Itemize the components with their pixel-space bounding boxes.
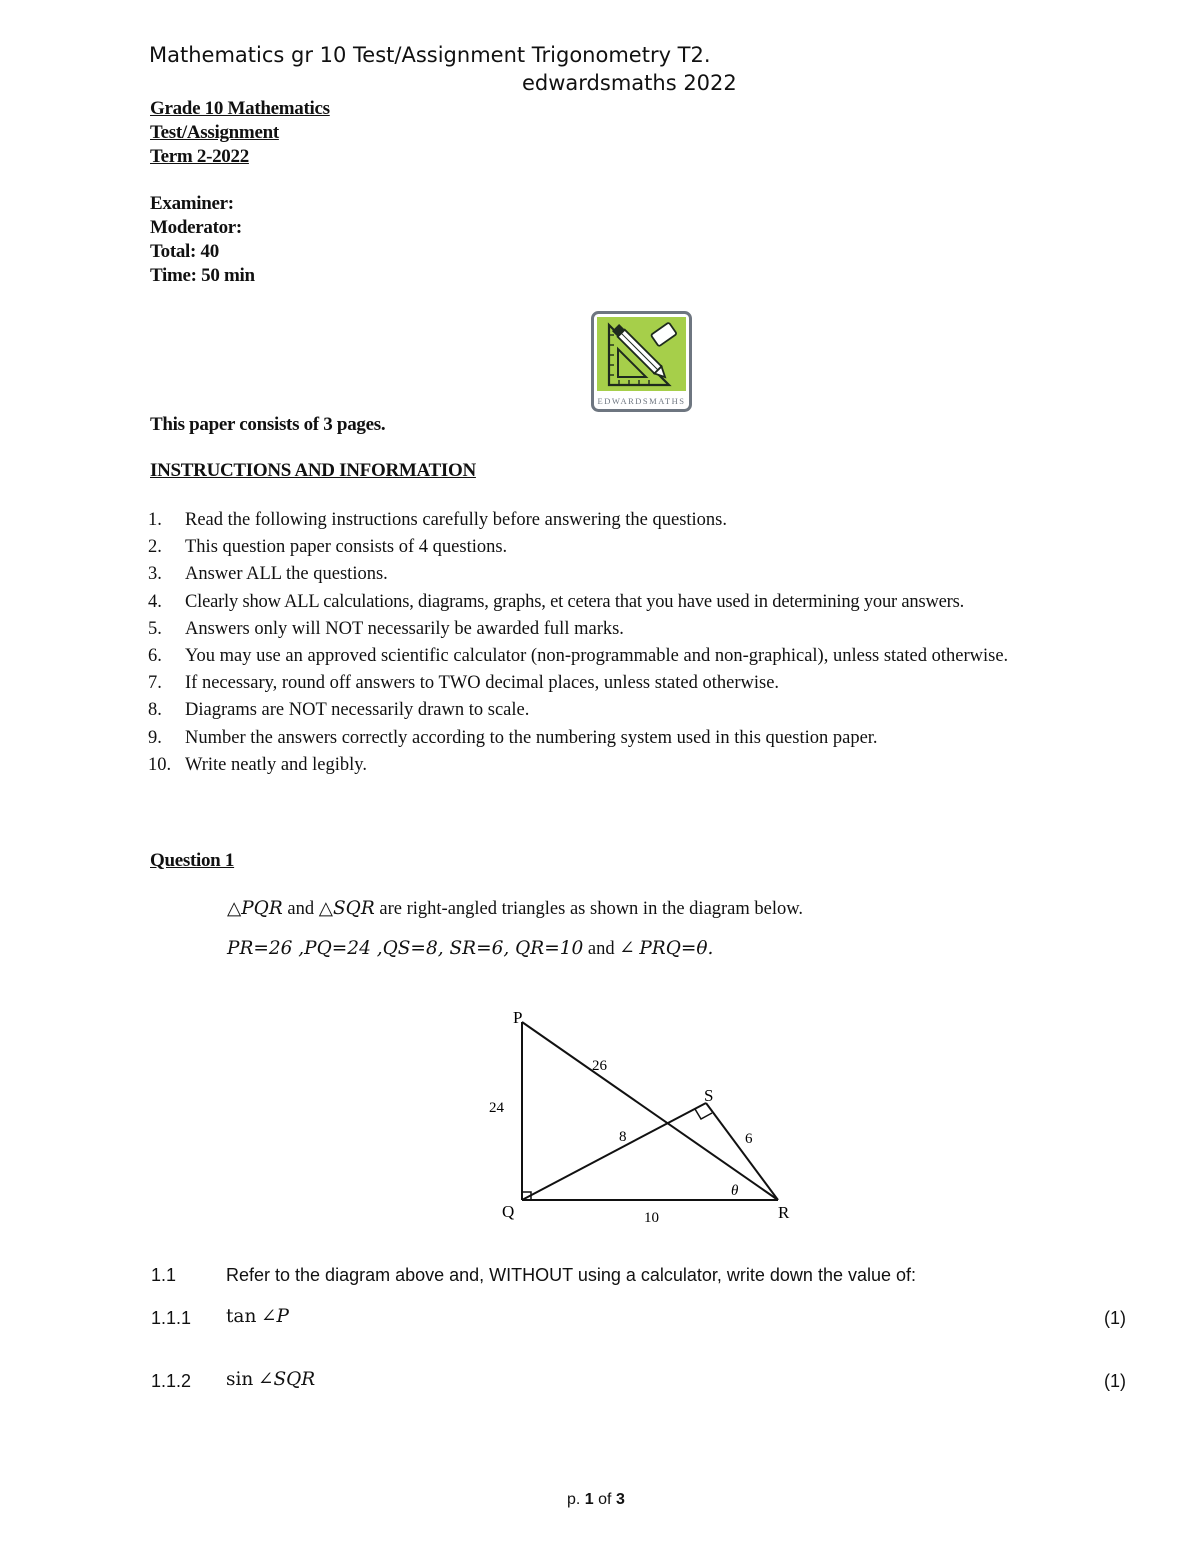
footer-prefix: p. [567,1491,581,1508]
item-text: Write neatly and legibly. [185,754,367,775]
item-number: 4. [148,591,162,612]
label-pr-length: 26 [592,1058,607,1074]
list-item [148,725,1095,752]
logo-wordmark: EDWARDSMATHS [597,396,686,406]
edwardsmaths-logo [591,311,692,412]
footer-of: of [598,1491,612,1508]
instructions-list [148,507,1095,779]
examiner-label: Examiner: [150,193,234,214]
q1-1-2-number: 1.1.2 [151,1371,192,1391]
list-item [148,534,1095,561]
label-pq-length: 24 [489,1100,504,1116]
item-number: 6. [148,646,162,667]
givens-and: and [587,939,615,959]
list-item [148,616,1095,643]
list-item [148,643,1095,670]
func-sin: sin [226,1369,254,1390]
list-item [148,670,1095,697]
cover-title-2: Test/Assignment [150,122,279,143]
instructions-heading: INSTRUCTIONS AND INFORMATION [150,460,476,481]
given-angle: PRQ=θ. [639,938,714,959]
header-line-1: Mathematics gr 10 Test/Assignment Trigonometry T2. [149,43,711,67]
list-item [148,697,1095,724]
side-qs [522,1103,706,1200]
label-sr-length: 6 [745,1131,753,1147]
triangle-diagram [480,1000,810,1230]
item-text: If necessary, round off answers to TWO decimal places, unless stated otherwise. [185,673,780,694]
question-1-heading: Question 1 [150,850,235,871]
side-pr [522,1022,778,1200]
q1-1-2-expression [226,1369,315,1391]
label-q: Q [502,1202,515,1221]
item-number: 9. [148,727,162,748]
q1-1-1-number: 1.1.1 [151,1308,192,1328]
q1-1-2-marks: (1) [1104,1371,1126,1391]
given-lengths: PR=26 ,PQ=24 ,QS=8, SR=6, QR=10 [227,938,584,959]
item-text: Answers only will NOT necessarily be awarded full marks. [185,618,624,639]
angle-icon: ∠ [261,1306,277,1327]
item-text: Read the following instructions carefully before answering the questions. [185,510,728,530]
label-p: P [513,1008,523,1027]
item-text: You may use an approved scientific calculator (non-programmable and non-graphical), unless stated otherwise. [185,646,1009,667]
item-number: 10. [148,754,172,775]
list-item [148,752,1095,779]
item-text: Diagrams are NOT necessarily drawn to scale. [185,700,530,721]
label-r: R [778,1203,790,1222]
angle-icon: ∠ [619,938,635,959]
item-text: Number the answers correctly according to the numbering system used in this question paper. [185,727,878,748]
item-number: 7. [148,673,162,694]
item-number: 3. [148,564,162,585]
header-line-2: edwardsmaths 2022 [522,71,737,95]
q1-1-number: 1.1 [151,1265,177,1285]
q1-1-1-marks: (1) [1104,1308,1126,1328]
question-1-givens [227,938,713,960]
func-tan: tan [226,1306,257,1327]
triangle-icon: △ [227,898,242,919]
footer-page-total: 3 [615,1491,625,1508]
q1-1-text: Refer to the diagram above and, WITHOUT using a calculator, write down the value of: [226,1265,917,1285]
item-number: 8. [148,700,162,721]
arg-sqr: SQR [273,1369,316,1390]
item-text: Answer ALL the questions. [185,564,388,585]
label-s: S [704,1086,714,1105]
list-item [148,561,1095,588]
triangle-sqr: SQR [332,898,375,919]
q1-1-1-expression [226,1306,289,1328]
cover-title-1: Grade 10 Mathematics [150,98,330,119]
total-label: Total: 40 [150,241,219,262]
moderator-label: Moderator: [150,217,242,238]
time-label: Time: 50 min [150,265,255,286]
footer-page-number: 1 [584,1491,594,1508]
label-theta: θ [731,1183,739,1199]
triangle-icon: △ [318,898,333,919]
angle-icon: ∠ [257,1369,274,1390]
triangle-pqr: PQR [241,898,283,919]
right-angle-s-marker [695,1109,712,1119]
intro-and: and [287,899,315,919]
cover-title-3: Term 2-2022 [150,146,249,167]
intro-rest: are right-angled triangles as shown in the diagram below. [379,899,804,919]
item-number: 5. [148,618,162,639]
pages-note: This paper consists of 3 pages. [150,414,386,435]
question-1-intro [227,898,803,920]
list-item [148,507,1095,534]
side-sr [706,1103,778,1200]
page-footer [567,1491,625,1509]
label-qs-length: 8 [619,1129,627,1145]
item-number: 1. [148,510,162,530]
item-text: This question paper consists of 4 questions. [185,537,508,558]
list-item [148,589,1095,616]
item-text: Clearly show ALL calculations, diagrams, graphs, et cetera that you have used in determining your answers. [185,591,965,612]
arg-p: P [276,1306,289,1327]
item-number: 2. [148,537,162,558]
label-qr-length: 10 [644,1210,659,1226]
